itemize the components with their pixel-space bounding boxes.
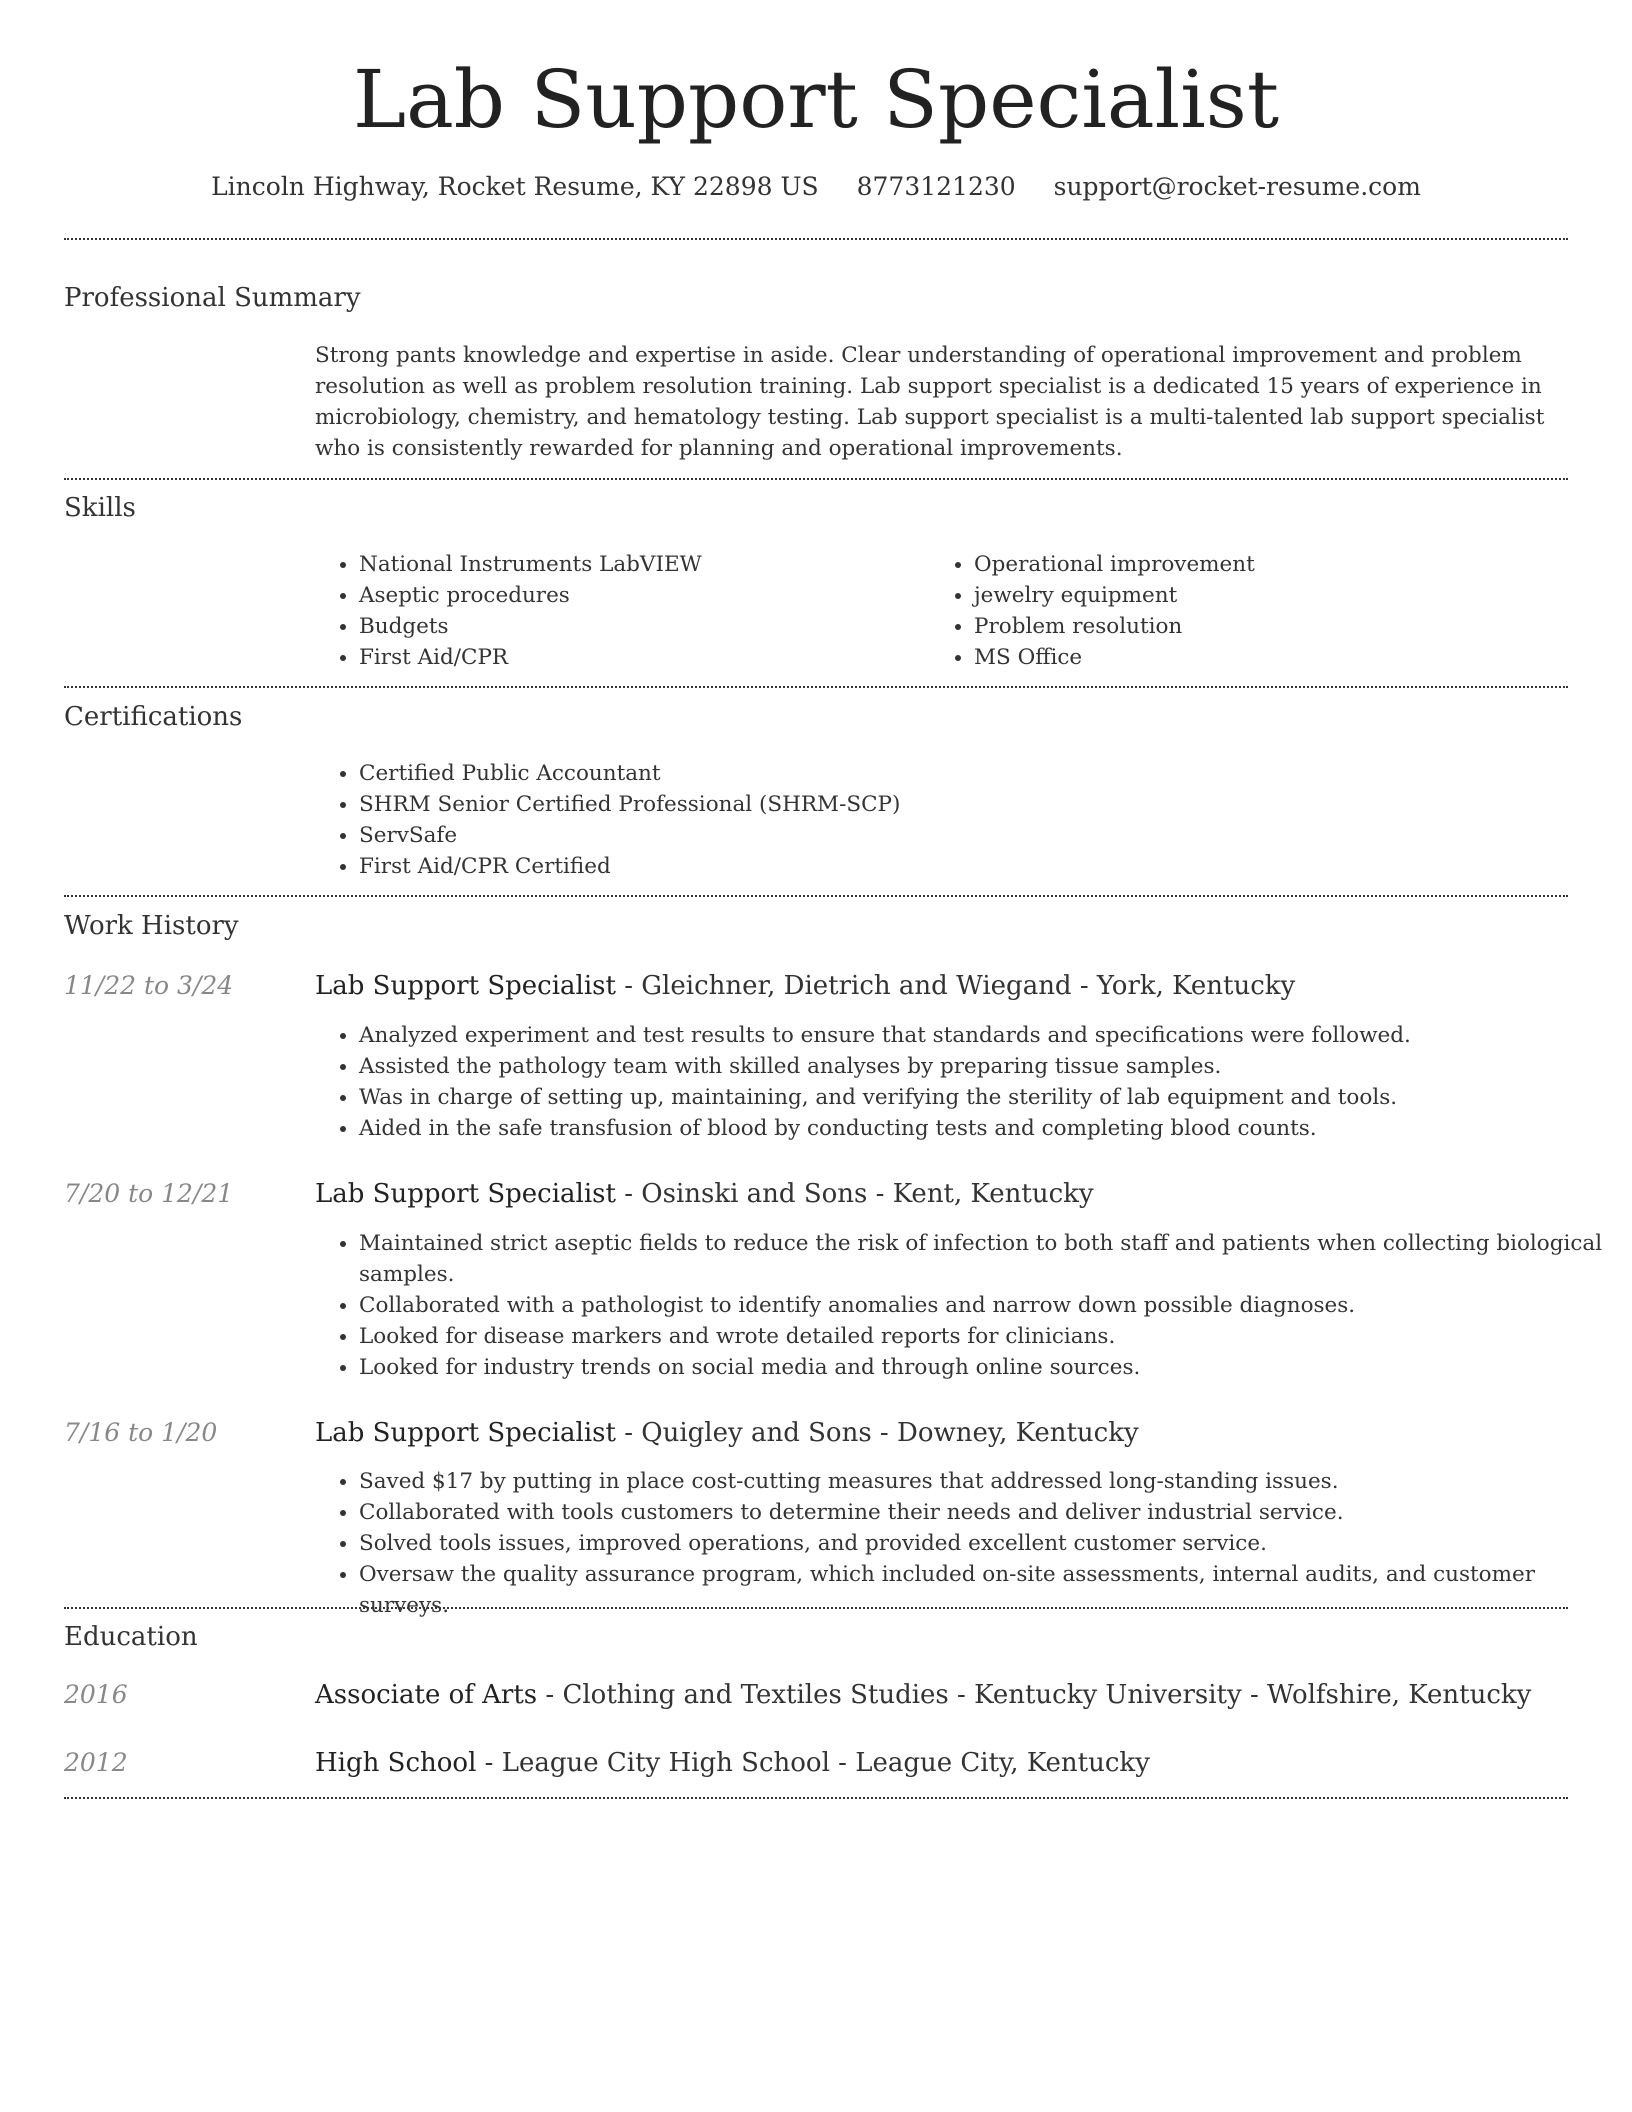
list-item: • Aseptic procedures	[359, 580, 919, 611]
phone: 8773121230	[856, 172, 1016, 201]
summary-text: Strong pants knowledge and expertise in aside. Clear understanding of operational improvement and problem resolution as well as problem resolution training. Lab support specialist is a dedicated 15 years of experience in microbiology, chemistry, and hematology testing. Lab support specialist is a multi-talented lab support specialist who is consistently rewarded for planning and operational improvements.	[315, 343, 1545, 461]
list-item: • Problem resolution	[974, 611, 1534, 642]
list-item: • National Instruments LabVIEW	[359, 549, 919, 580]
list-item: • Solved tools issues, improved operations, and provided excellent customer service.	[359, 1528, 1609, 1559]
list-item: • jewelry equipment	[974, 580, 1534, 611]
job-role: Lab Support Specialist	[315, 971, 616, 1001]
job-bullets	[315, 1020, 1609, 1144]
list-item: • Oversaw the quality assurance program, which included on-site assessments, internal audits, and customer surveys.	[359, 1559, 1609, 1621]
job-title	[315, 969, 1295, 1003]
education-year: 2012	[64, 1748, 128, 1777]
list-item: • Was in charge of setting up, maintaining, and verifying the sterility of lab equipment and tools.	[359, 1082, 1609, 1113]
list-item: • Maintained strict aseptic fields to reduce the risk of infection to both staff and patients when collecting biological samples.	[359, 1228, 1609, 1290]
job-dates: 11/22 to 3/24	[64, 971, 234, 1000]
list-item: • Assisted the pathology team with skilled analyses by preparing tissue samples.	[359, 1051, 1609, 1082]
list-item: • Operational improvement	[974, 549, 1534, 580]
job-role: Lab Support Specialist	[315, 1418, 616, 1448]
list-item: • SHRM Senior Certified Professional (SHRM-SCP)	[359, 789, 1559, 820]
list-item: • Looked for disease markers and wrote detailed reports for clinicians.	[359, 1321, 1609, 1352]
email: support@rocket-resume.com	[1053, 172, 1421, 201]
list-item: • Collaborated with a pathologist to identify anomalies and narrow down possible diagnoses.	[359, 1290, 1609, 1321]
education-entry	[315, 1746, 1150, 1780]
job-bullets	[315, 1466, 1609, 1621]
section-title-summary: Professional Summary	[64, 283, 361, 313]
divider	[64, 895, 1568, 897]
education-degree: High School	[315, 1748, 477, 1778]
job-details: - Quigley and Sons - Downey, Kentucky	[615, 1418, 1139, 1448]
skills-list-left	[315, 549, 919, 673]
divider	[64, 478, 1568, 480]
list-item: • MS Office	[974, 642, 1534, 673]
contact-line	[0, 170, 1632, 204]
list-item: • Budgets	[359, 611, 919, 642]
section-title-certifications: Certifications	[64, 702, 243, 732]
list-item: • Saved $17 by putting in place cost-cutting measures that addressed long-standing issues.	[359, 1466, 1609, 1497]
list-item: • First Aid/CPR Certified	[359, 851, 1559, 882]
list-item: • Looked for industry trends on social media and through online sources.	[359, 1352, 1609, 1383]
list-item: • ServSafe	[359, 820, 1559, 851]
job-dates: 7/16 to 1/20	[64, 1418, 218, 1447]
certifications-list	[315, 758, 1559, 882]
divider	[64, 686, 1568, 688]
candidate-name: Lab Support Specialist	[352, 53, 1279, 146]
divider	[64, 1607, 1568, 1609]
list-item: • First Aid/CPR	[359, 642, 919, 673]
divider	[64, 1797, 1568, 1799]
education-degree: Associate of Arts	[315, 1680, 538, 1710]
list-item: • Analyzed experiment and test results to ensure that standards and specifications were followed.	[359, 1020, 1609, 1051]
education-details: - Clothing and Textiles Studies - Kentucky University - Wolfshire, Kentucky	[537, 1680, 1532, 1710]
job-title	[315, 1416, 1139, 1450]
job-dates: 7/20 to 12/21	[64, 1179, 234, 1208]
address: Lincoln Highway, Rocket Resume, KY 22898 US	[211, 172, 819, 201]
job-details: - Gleichner, Dietrich and Wiegand - York, Kentucky	[615, 971, 1296, 1001]
section-title-work: Work History	[64, 911, 239, 941]
list-item: • Collaborated with tools customers to determine their needs and deliver industrial service.	[359, 1497, 1609, 1528]
job-bullets	[315, 1228, 1609, 1383]
divider	[64, 238, 1568, 240]
job-title	[315, 1177, 1094, 1211]
section-title-education: Education	[64, 1622, 198, 1652]
education-details: - League City High School - League City, Kentucky	[476, 1748, 1150, 1778]
job-role: Lab Support Specialist	[315, 1179, 616, 1209]
job-details: - Osinski and Sons - Kent, Kentucky	[615, 1179, 1094, 1209]
list-item: • Aided in the safe transfusion of blood by conducting tests and completing blood counts.	[359, 1113, 1609, 1144]
list-item: • Certified Public Accountant	[359, 758, 1559, 789]
education-year: 2016	[64, 1680, 128, 1709]
education-entry	[315, 1678, 1531, 1712]
section-title-skills: Skills	[64, 493, 136, 523]
skills-list-right	[930, 549, 1534, 673]
